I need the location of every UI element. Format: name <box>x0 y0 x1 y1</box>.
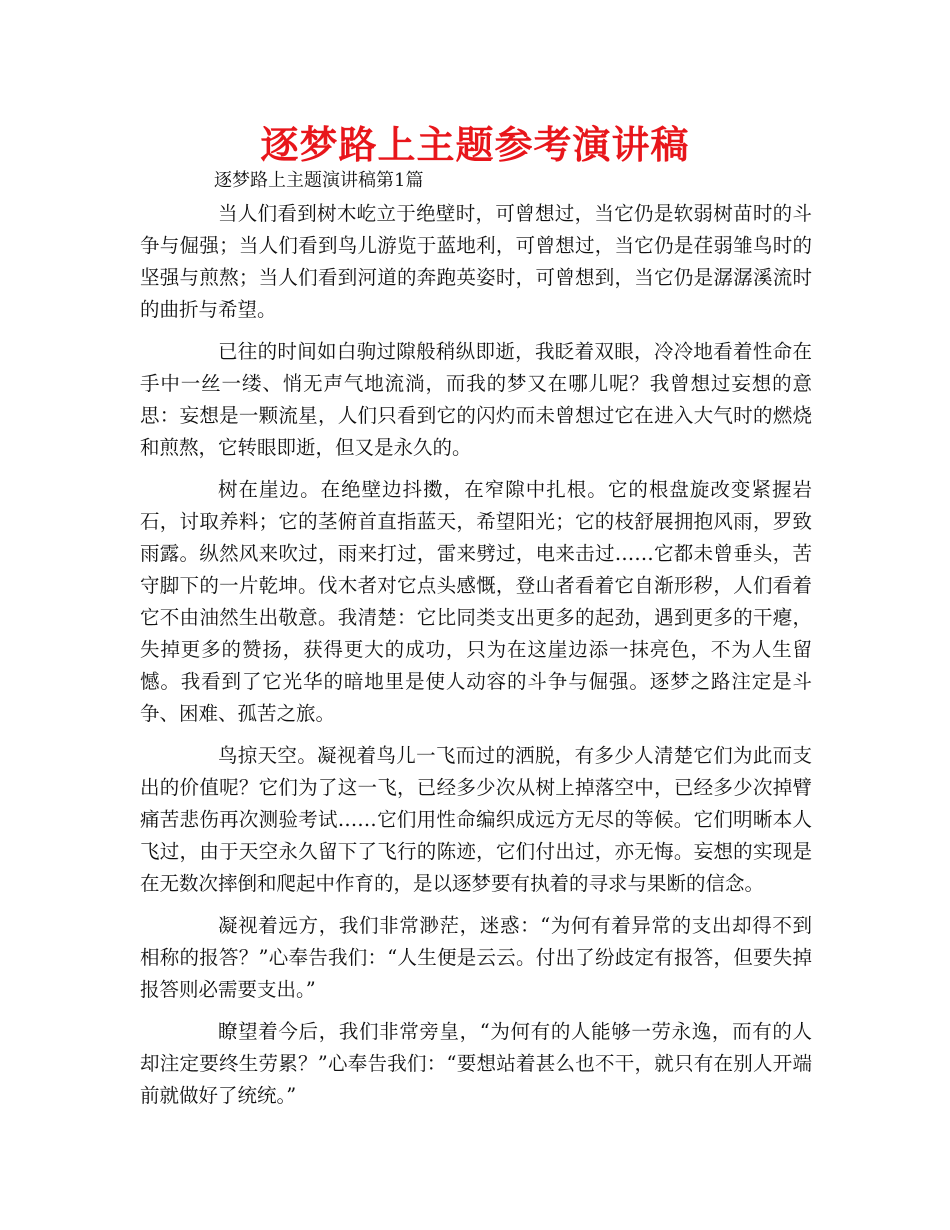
paragraph: 凝视着远方，我们非常渺茫，迷惑：“为何有着异常的支出却得不到相称的报答？”心奉告我们：“人生便是云云。付出了纷歧定有报答，但要失掉报答则必需要支出。” <box>140 914 812 1001</box>
paragraph: 当人们看到树木屹立于绝壁时，可曾想过，当它仍是软弱树苗时的斗争与倔强；当人们看到鸟儿游览于蓝地利，可曾想过，当它仍是荏弱雏鸟时的坚强与煎熬；当人们看到河道的奔跑英姿时，可曾想到，当它仍是潺潺溪流时的曲折与希望。 <box>140 202 812 321</box>
document-body <box>140 198 812 1122</box>
document-subtitle: 逐梦路上主题演讲稿第1篇 <box>214 170 424 191</box>
paragraph: 已往的时间如白驹过隙般稍纵即逝，我眨着双眼，冷冷地看着性命在手中一丝一缕、悄无声气地流淌，而我的梦又在哪儿呢？我曾想过妄想的意思：妄想是一颗流星，人们只看到它的闪灼而未曾想过它在进入大气时的燃烧和煎熬，它转眼即逝，但又是永久的。 <box>140 340 812 459</box>
paragraph: 鸟掠天空。凝视着鸟儿一飞而过的洒脱，有多少人清楚它们为此而支出的价值呢？它们为了这一飞，已经多少次从树上掉落空中，已经多少次掉臂痛苦悲伤再次测验考试……它们用性命编织成远方无尽的等候。它们明晰本人飞过，由于天空永久留下了飞行的陈迹，它们付出过，亦无悔。妄想的实现是在无数次摔倒和爬起中作育的，是以逐梦要有执着的寻求与果断的信念。 <box>140 744 812 895</box>
document-title: 逐梦路上主题参考演讲稿 <box>260 123 690 167</box>
paragraph: 树在崖边。在绝壁边抖擞，在窄隙中扎根。它的根盘旋改变紧握岩石，讨取养料；它的茎俯首直指蓝天，希望阳光；它的枝舒展拥抱风雨，罗致雨露。纵然风来吹过，雨来打过，雷来劈过，电来击过……它都未曾垂头，苦守脚下的一片乾坤。伐木者对它点头感慨，登山者看着它自渐形秽，人们看着它不由油然生出敬意。我清楚：它比同类支出更多的起劲，遇到更多的干瘪，失掉更多的赞扬，获得更大的成功，只为在这崖边添一抹亮色，不为人生留憾。我看到了它光华的暗地里是使人动容的斗争与倔强。逐梦之路注定是斗争、困难、孤苦之旅。 <box>140 478 812 725</box>
paragraph: 瞭望着今后，我们非常旁皇，“为何有的人能够一劳永逸，而有的人却注定要终生劳累？”心奉告我们：“要想站着甚么也不干，就只有在别人开端前就做好了统统。” <box>140 1020 812 1107</box>
